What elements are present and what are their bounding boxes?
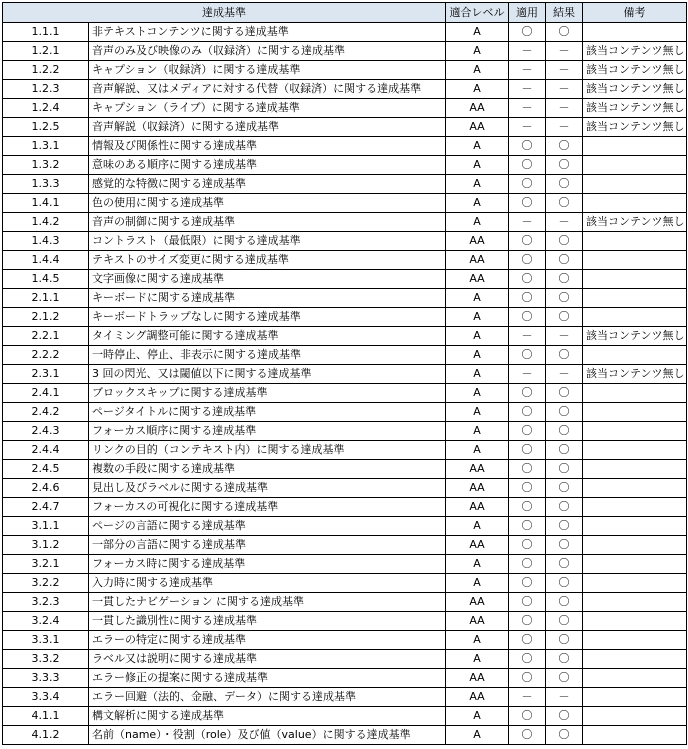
criterion-number: 1.2.3 (3, 80, 89, 99)
criterion-number: 1.4.1 (3, 194, 89, 213)
criteria-table (2, 2, 687, 745)
conformance-level: A (446, 61, 509, 80)
criterion-number: 2.4.1 (3, 384, 89, 403)
note-cell (583, 23, 687, 42)
note-cell (583, 175, 687, 194)
criterion-number: 3.3.3 (3, 669, 89, 688)
conformance-level: AA (446, 460, 509, 479)
criterion-name: 構文解析に関する達成基準 (89, 707, 446, 726)
conformance-level: A (446, 194, 509, 213)
conformance-level: A (446, 650, 509, 669)
criterion-number: 4.1.2 (3, 726, 89, 745)
table-row (3, 346, 687, 365)
criterion-name: 非テキストコンテンツに関する達成基準 (89, 23, 446, 42)
applied-mark: － (509, 80, 546, 99)
note-cell: 該当コンテンツ無し (583, 327, 687, 346)
criterion-number: 2.2.2 (3, 346, 89, 365)
table-row (3, 631, 687, 650)
criterion-number: 1.2.1 (3, 42, 89, 61)
note-cell (583, 631, 687, 650)
table-row (3, 669, 687, 688)
conformance-level: A (446, 308, 509, 327)
note-cell (583, 232, 687, 251)
applied-mark: － (509, 365, 546, 384)
applied-mark: 〇 (509, 270, 546, 289)
table-row (3, 536, 687, 555)
conformance-level: AA (446, 232, 509, 251)
note-cell (583, 517, 687, 536)
applied-mark: － (509, 327, 546, 346)
criterion-number: 1.4.4 (3, 251, 89, 270)
conformance-level: A (446, 289, 509, 308)
criterion-name: 一部分の言語に関する達成基準 (89, 536, 446, 555)
result-mark: 〇 (546, 308, 583, 327)
result-mark: － (546, 365, 583, 384)
criterion-name: 色の使用に関する達成基準 (89, 194, 446, 213)
criterion-name: ラベル又は説明に関する達成基準 (89, 650, 446, 669)
applied-mark: 〇 (509, 555, 546, 574)
criterion-name: 意味のある順序に関する達成基準 (89, 156, 446, 175)
note-cell (583, 574, 687, 593)
criterion-name: 名前（name）・役割（role）及び値（value）に関する達成基準 (89, 726, 446, 745)
note-cell (583, 270, 687, 289)
note-cell (583, 156, 687, 175)
conformance-level: A (446, 422, 509, 441)
conformance-level: A (446, 441, 509, 460)
criterion-number: 3.2.2 (3, 574, 89, 593)
criterion-name: 音声解説、又はメディアに対する代替（収録済）に関する達成基準 (89, 80, 446, 99)
note-cell (583, 460, 687, 479)
note-cell (583, 346, 687, 365)
note-cell (583, 726, 687, 745)
applied-mark: 〇 (509, 612, 546, 631)
criterion-number: 2.4.7 (3, 498, 89, 517)
result-mark: 〇 (546, 517, 583, 536)
note-cell: 該当コンテンツ無し (583, 365, 687, 384)
conformance-level: A (446, 555, 509, 574)
note-cell: 該当コンテンツ無し (583, 42, 687, 61)
applied-mark: 〇 (509, 726, 546, 745)
result-mark: 〇 (546, 441, 583, 460)
applied-mark: 〇 (509, 593, 546, 612)
note-cell: 該当コンテンツ無し (583, 118, 687, 137)
criterion-number: 1.2.4 (3, 99, 89, 118)
criterion-number: 1.2.2 (3, 61, 89, 80)
criterion-number: 2.3.1 (3, 365, 89, 384)
table-row (3, 99, 687, 118)
conformance-level: A (446, 137, 509, 156)
applied-mark: 〇 (509, 574, 546, 593)
applied-mark: 〇 (509, 422, 546, 441)
table-row (3, 270, 687, 289)
note-cell (583, 384, 687, 403)
criterion-name: フォーカスの可視化に関する達成基準 (89, 498, 446, 517)
conformance-level: A (446, 365, 509, 384)
table-row (3, 403, 687, 422)
header-criteria: 達成基準 (3, 3, 446, 23)
applied-mark: 〇 (509, 156, 546, 175)
applied-mark: 〇 (509, 517, 546, 536)
conformance-level: A (446, 327, 509, 346)
note-cell (583, 593, 687, 612)
conformance-level: A (446, 707, 509, 726)
criterion-number: 2.4.4 (3, 441, 89, 460)
table-row (3, 384, 687, 403)
criterion-number: 3.2.1 (3, 555, 89, 574)
table-row (3, 422, 687, 441)
criterion-number: 4.1.1 (3, 707, 89, 726)
criterion-name: 一貫した識別性に関する達成基準 (89, 612, 446, 631)
criterion-name: キーボードトラップなしに関する達成基準 (89, 308, 446, 327)
criterion-number: 2.4.2 (3, 403, 89, 422)
header-result: 結果 (546, 3, 583, 23)
note-cell (583, 308, 687, 327)
note-cell: 該当コンテンツ無し (583, 99, 687, 118)
table-row (3, 42, 687, 61)
result-mark: 〇 (546, 194, 583, 213)
conformance-level: A (446, 42, 509, 61)
criterion-name: 一時停止、停止、非表示に関する達成基準 (89, 346, 446, 365)
table-row (3, 707, 687, 726)
criterion-number: 1.4.2 (3, 213, 89, 232)
criterion-name: 一貫したナビゲーション に関する達成基準 (89, 593, 446, 612)
table-row (3, 688, 687, 707)
applied-mark: 〇 (509, 631, 546, 650)
note-cell (583, 650, 687, 669)
applied-mark: 〇 (509, 536, 546, 555)
table-row (3, 555, 687, 574)
criterion-number: 1.2.5 (3, 118, 89, 137)
criterion-name: 情報及び関係性に関する達成基準 (89, 137, 446, 156)
conformance-level: AA (446, 669, 509, 688)
result-mark: 〇 (546, 251, 583, 270)
table-row (3, 726, 687, 745)
conformance-level: A (446, 403, 509, 422)
criterion-number: 2.4.6 (3, 479, 89, 498)
criterion-number: 1.3.1 (3, 137, 89, 156)
result-mark: 〇 (546, 346, 583, 365)
conformance-level: AA (446, 251, 509, 270)
applied-mark: 〇 (509, 707, 546, 726)
result-mark: 〇 (546, 707, 583, 726)
note-cell (583, 479, 687, 498)
applied-mark: 〇 (509, 23, 546, 42)
header-applied: 適用 (509, 3, 546, 23)
result-mark: 〇 (546, 479, 583, 498)
result-mark: 〇 (546, 536, 583, 555)
criterion-name: ブロックスキップに関する達成基準 (89, 384, 446, 403)
note-cell (583, 498, 687, 517)
note-cell (583, 403, 687, 422)
criterion-number: 1.4.3 (3, 232, 89, 251)
criterion-number: 1.4.5 (3, 270, 89, 289)
result-mark: － (546, 42, 583, 61)
result-mark: － (546, 327, 583, 346)
applied-mark: － (509, 213, 546, 232)
result-mark: 〇 (546, 270, 583, 289)
criterion-number: 3.1.1 (3, 517, 89, 536)
criterion-name: 音声の制御に関する達成基準 (89, 213, 446, 232)
table-row (3, 365, 687, 384)
applied-mark: 〇 (509, 441, 546, 460)
result-mark: － (546, 99, 583, 118)
note-cell (583, 612, 687, 631)
criterion-number: 3.3.1 (3, 631, 89, 650)
conformance-level: A (446, 346, 509, 365)
conformance-level: AA (446, 498, 509, 517)
applied-mark: － (509, 99, 546, 118)
result-mark: 〇 (546, 726, 583, 745)
conformance-level: AA (446, 479, 509, 498)
table-row (3, 80, 687, 99)
conformance-level: A (446, 80, 509, 99)
table-row (3, 308, 687, 327)
conformance-level: AA (446, 536, 509, 555)
note-cell (583, 555, 687, 574)
criterion-name: 見出し及びラベルに関する達成基準 (89, 479, 446, 498)
result-mark: 〇 (546, 384, 583, 403)
result-mark: 〇 (546, 669, 583, 688)
conformance-level: A (446, 175, 509, 194)
applied-mark: 〇 (509, 308, 546, 327)
criterion-name: 音声解説（収録済）に関する達成基準 (89, 118, 446, 137)
table-row (3, 156, 687, 175)
applied-mark: － (509, 42, 546, 61)
result-mark: 〇 (546, 156, 583, 175)
result-mark: 〇 (546, 555, 583, 574)
conformance-level: A (446, 726, 509, 745)
applied-mark: 〇 (509, 137, 546, 156)
conformance-level: A (446, 213, 509, 232)
criterion-name: キーボードに関する達成基準 (89, 289, 446, 308)
table-row (3, 441, 687, 460)
conformance-level: A (446, 631, 509, 650)
result-mark: 〇 (546, 650, 583, 669)
criterion-number: 1.1.1 (3, 23, 89, 42)
criterion-number: 3.3.2 (3, 650, 89, 669)
note-cell (583, 289, 687, 308)
conformance-level: A (446, 384, 509, 403)
applied-mark: 〇 (509, 194, 546, 213)
criterion-number: 2.1.1 (3, 289, 89, 308)
result-mark: 〇 (546, 137, 583, 156)
note-cell: 該当コンテンツ無し (583, 213, 687, 232)
table-row (3, 574, 687, 593)
criterion-name: ページタイトルに関する達成基準 (89, 403, 446, 422)
note-cell (583, 194, 687, 213)
note-cell (583, 536, 687, 555)
criterion-number: 3.2.4 (3, 612, 89, 631)
result-mark: － (546, 80, 583, 99)
result-mark: 〇 (546, 498, 583, 517)
table-row (3, 175, 687, 194)
result-mark: 〇 (546, 175, 583, 194)
criterion-name: タイミング調整可能に関する達成基準 (89, 327, 446, 346)
table-row (3, 118, 687, 137)
result-mark: 〇 (546, 422, 583, 441)
criterion-name: エラー修正の提案に関する達成基準 (89, 669, 446, 688)
criterion-number: 2.4.3 (3, 422, 89, 441)
criterion-number: 2.1.2 (3, 308, 89, 327)
criterion-name: 入力時に関する達成基準 (89, 574, 446, 593)
applied-mark: 〇 (509, 289, 546, 308)
criterion-name: 複数の手段に関する達成基準 (89, 460, 446, 479)
applied-mark: 〇 (509, 669, 546, 688)
table-row (3, 479, 687, 498)
result-mark: － (546, 61, 583, 80)
table-row (3, 460, 687, 479)
conformance-level: A (446, 517, 509, 536)
note-cell (583, 422, 687, 441)
criterion-name: 文字画像に関する達成基準 (89, 270, 446, 289)
criterion-name: キャプション（ライブ）に関する達成基準 (89, 99, 446, 118)
header-level: 適合レベル (446, 3, 509, 23)
note-cell (583, 137, 687, 156)
conformance-level: AA (446, 270, 509, 289)
table-row (3, 593, 687, 612)
applied-mark: 〇 (509, 650, 546, 669)
note-cell (583, 707, 687, 726)
conformance-level: A (446, 156, 509, 175)
result-mark: 〇 (546, 460, 583, 479)
note-cell (583, 688, 687, 707)
criterion-name: キャプション（収録済）に関する達成基準 (89, 61, 446, 80)
table-row (3, 517, 687, 536)
table-row (3, 23, 687, 42)
result-mark: － (546, 118, 583, 137)
result-mark: 〇 (546, 631, 583, 650)
conformance-level: A (446, 23, 509, 42)
result-mark: 〇 (546, 593, 583, 612)
table-row (3, 498, 687, 517)
criterion-name: ページの言語に関する達成基準 (89, 517, 446, 536)
criterion-name: フォーカス順序に関する達成基準 (89, 422, 446, 441)
table-row (3, 232, 687, 251)
table-row (3, 61, 687, 80)
conformance-level: AA (446, 118, 509, 137)
criterion-number: 2.2.1 (3, 327, 89, 346)
applied-mark: 〇 (509, 175, 546, 194)
applied-mark: 〇 (509, 232, 546, 251)
result-mark: 〇 (546, 23, 583, 42)
conformance-level: AA (446, 593, 509, 612)
conformance-level: AA (446, 612, 509, 631)
applied-mark: － (509, 688, 546, 707)
result-mark: － (546, 213, 583, 232)
applied-mark: － (509, 118, 546, 137)
header-notes: 備考 (583, 3, 687, 23)
criterion-name: 感覚的な特徴に関する達成基準 (89, 175, 446, 194)
criterion-number: 3.2.3 (3, 593, 89, 612)
applied-mark: 〇 (509, 479, 546, 498)
table-row (3, 213, 687, 232)
table-row (3, 289, 687, 308)
criterion-number: 3.1.2 (3, 536, 89, 555)
table-row (3, 650, 687, 669)
conformance-level: AA (446, 99, 509, 118)
table-row (3, 137, 687, 156)
criterion-name: エラー回避（法的、金融、データ）に関する達成基準 (89, 688, 446, 707)
note-cell (583, 669, 687, 688)
criterion-name: フォーカス時に関する達成基準 (89, 555, 446, 574)
criterion-number: 1.3.2 (3, 156, 89, 175)
result-mark: 〇 (546, 289, 583, 308)
criterion-name: リンクの目的（コンテキスト内）に関する達成基準 (89, 441, 446, 460)
result-mark: 〇 (546, 574, 583, 593)
result-mark: 〇 (546, 232, 583, 251)
result-mark: － (546, 688, 583, 707)
result-mark: 〇 (546, 612, 583, 631)
conformance-level: A (446, 574, 509, 593)
criterion-number: 2.4.5 (3, 460, 89, 479)
table-row (3, 612, 687, 631)
table-row (3, 327, 687, 346)
criterion-name: 3 回の閃光、又は閾値以下に関する達成基準 (89, 365, 446, 384)
applied-mark: － (509, 61, 546, 80)
note-cell (583, 441, 687, 460)
criterion-name: 音声のみ及び映像のみ（収録済）に関する達成基準 (89, 42, 446, 61)
note-cell: 該当コンテンツ無し (583, 61, 687, 80)
applied-mark: 〇 (509, 403, 546, 422)
note-cell (583, 251, 687, 270)
criterion-number: 1.3.3 (3, 175, 89, 194)
result-mark: 〇 (546, 403, 583, 422)
applied-mark: 〇 (509, 498, 546, 517)
applied-mark: 〇 (509, 460, 546, 479)
table-row (3, 251, 687, 270)
applied-mark: 〇 (509, 384, 546, 403)
criterion-name: テキストのサイズ変更に関する達成基準 (89, 251, 446, 270)
header-row (3, 3, 687, 23)
applied-mark: 〇 (509, 251, 546, 270)
note-cell: 該当コンテンツ無し (583, 80, 687, 99)
table-row (3, 194, 687, 213)
criterion-name: エラーの特定に関する達成基準 (89, 631, 446, 650)
applied-mark: 〇 (509, 346, 546, 365)
criterion-number: 3.3.4 (3, 688, 89, 707)
conformance-level: AA (446, 688, 509, 707)
criterion-name: コントラスト（最低限）に関する達成基準 (89, 232, 446, 251)
